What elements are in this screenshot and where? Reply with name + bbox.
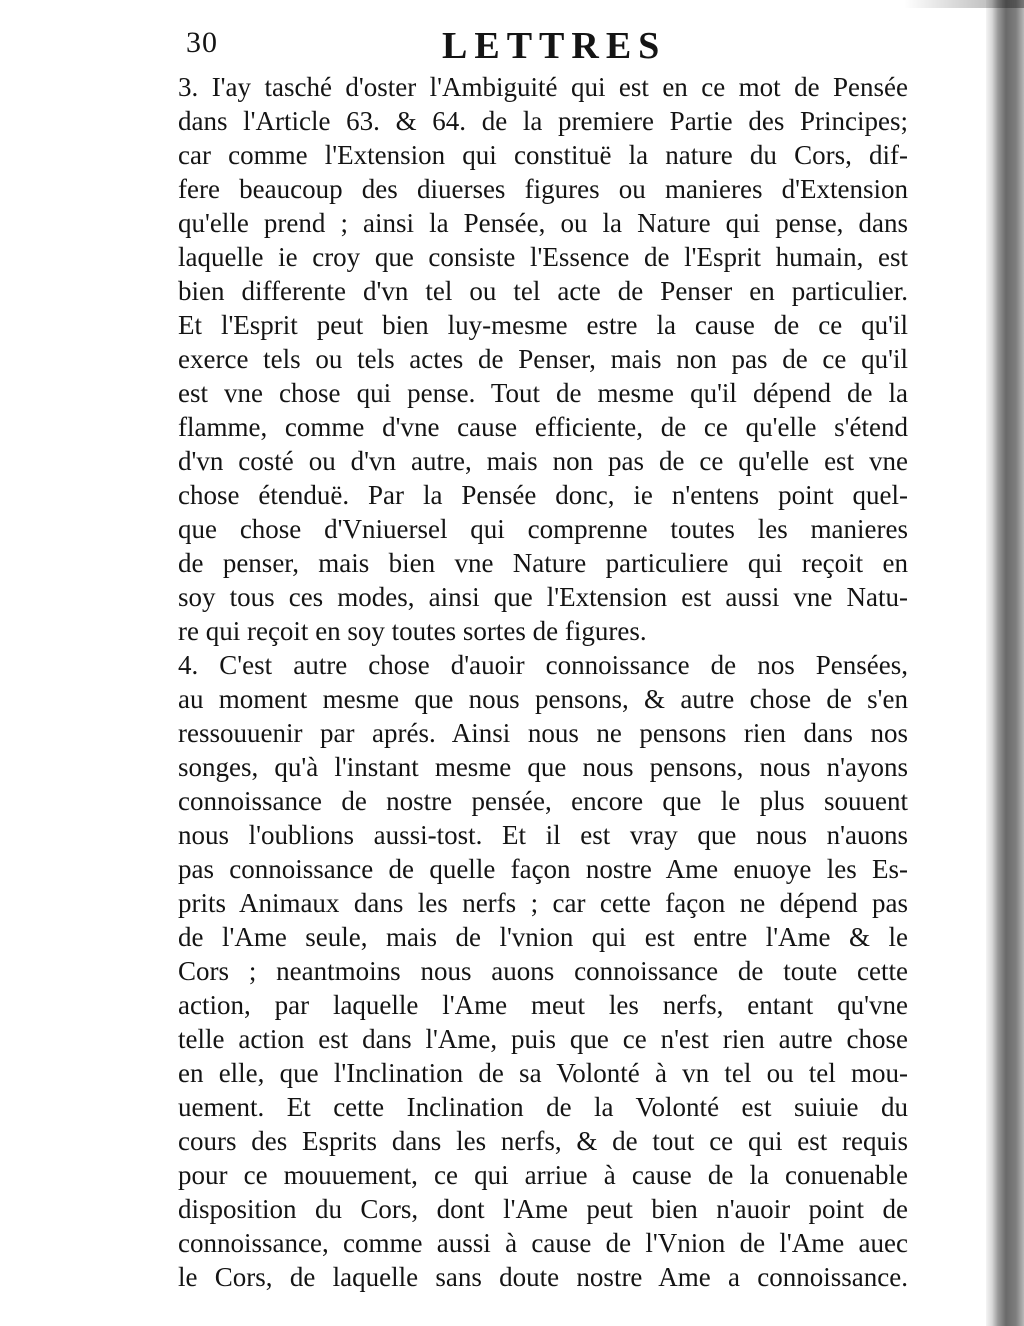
text-line: de penser, mais bien vne Nature particuliere qui reçoit en: [178, 548, 908, 578]
text-line: flamme, comme d'vne cause efficiente, de ce qu'elle s'étend: [178, 412, 908, 442]
text-line: au moment mesme que nous pensons, & autre chose de s'en: [178, 684, 908, 714]
text-line: prits Animaux dans les nerfs ; car cette façon ne dépend pas: [178, 888, 908, 918]
text-line: laquelle ie croy que consiste l'Essence de l'Esprit humain, est: [178, 242, 908, 272]
text-line: soy tous ces modes, ainsi que l'Extension est aussi vne Natu-: [178, 582, 908, 612]
text-line: en elle, que l'Inclination de sa Volonté à vn tel ou tel mou-: [178, 1058, 908, 1088]
text-line: ressouuenir par aprés. Ainsi nous ne pensons rien dans nos: [178, 718, 908, 748]
text-line: Et l'Esprit peut bien luy-mesme estre la cause de ce qu'il: [178, 310, 908, 340]
text-line: que chose d'Vniuersel qui comprenne toutes les manieres: [178, 514, 908, 544]
text-line: telle action est dans l'Ame, puis que ce n'est rien autre chose: [178, 1024, 908, 1054]
text-line: action, par laquelle l'Ame meut les nerfs, entant qu'vne: [178, 990, 908, 1020]
text-line: de l'Ame seule, mais de l'vnion qui est entre l'Ame & le: [178, 922, 908, 952]
text-line: exerce tels ou tels actes de Penser, mais non pas de ce qu'il: [178, 344, 908, 374]
page-header: [180, 20, 940, 68]
text-line: bien differente d'vn tel ou tel acte de Penser en particulier.: [178, 276, 908, 306]
paragraph-4: [178, 648, 908, 1294]
text-line: car comme l'Extension qui constituë la nature du Cors, dif-: [178, 140, 908, 170]
text-line: chose étenduë. Par la Pensée donc, ie n'entens point quel-: [178, 480, 908, 510]
text-line: 4. C'est autre chose d'auoir connoissance de nos Pensées,: [178, 650, 908, 680]
text-line: qu'elle prend ; ainsi la Pensée, ou la Nature qui pense, dans: [178, 208, 908, 238]
text-line: pas connoissance de quelle façon nostre Ame enuoye les Es-: [178, 854, 908, 884]
page-body: [178, 70, 908, 1294]
text-line: le Cors, de laquelle sans doute nostre Ame a connoissance.: [178, 1262, 908, 1292]
text-line: d'vn costé ou d'vn autre, mais non pas de ce qu'elle est vne: [178, 446, 908, 476]
text-line: fere beaucoup des diuerses figures ou manieres d'Extension: [178, 174, 908, 204]
text-line: Cors ; neantmoins nous auons connoissance de toute cette: [178, 956, 908, 986]
text-line: uement. Et cette Inclination de la Volonté est suiuie du: [178, 1092, 908, 1122]
scan-shadow: [904, 0, 1024, 8]
text-line: est vne chose qui pense. Tout de mesme qu'il dépend de la: [178, 378, 908, 408]
text-line: nous l'oublions aussi-tost. Et il est vray que nous n'auons: [178, 820, 908, 850]
paragraph-3: [178, 70, 908, 648]
page-number: 30: [186, 26, 218, 59]
text-line: cours des Esprits dans les nerfs, & de tout ce qui est requis: [178, 1126, 908, 1156]
text-line: connoissance, comme aussi à cause de l'Vnion de l'Ame auec: [178, 1228, 908, 1258]
text-line: pour ce mouuement, ce qui arriue à cause de la conuenable: [178, 1160, 908, 1190]
text-line: dans l'Article 63. & 64. de la premiere Partie des Principes;: [178, 106, 908, 136]
text-line: songes, qu'à l'instant mesme que nous pensons, nous n'ayons: [178, 752, 908, 782]
running-title: LETTRES: [442, 25, 667, 67]
text-line: re qui reçoit en soy toutes sortes de figures.: [178, 616, 647, 646]
text-line: 3. I'ay tasché d'oster l'Ambiguité qui est en ce mot de Pensée: [178, 72, 908, 102]
text-line: connoissance de nostre pensée, encore que le plus souuent: [178, 786, 908, 816]
text-line: disposition du Cors, dont l'Ame peut bien n'auoir point de: [178, 1194, 908, 1224]
scan-page-edge: [986, 0, 1024, 1326]
